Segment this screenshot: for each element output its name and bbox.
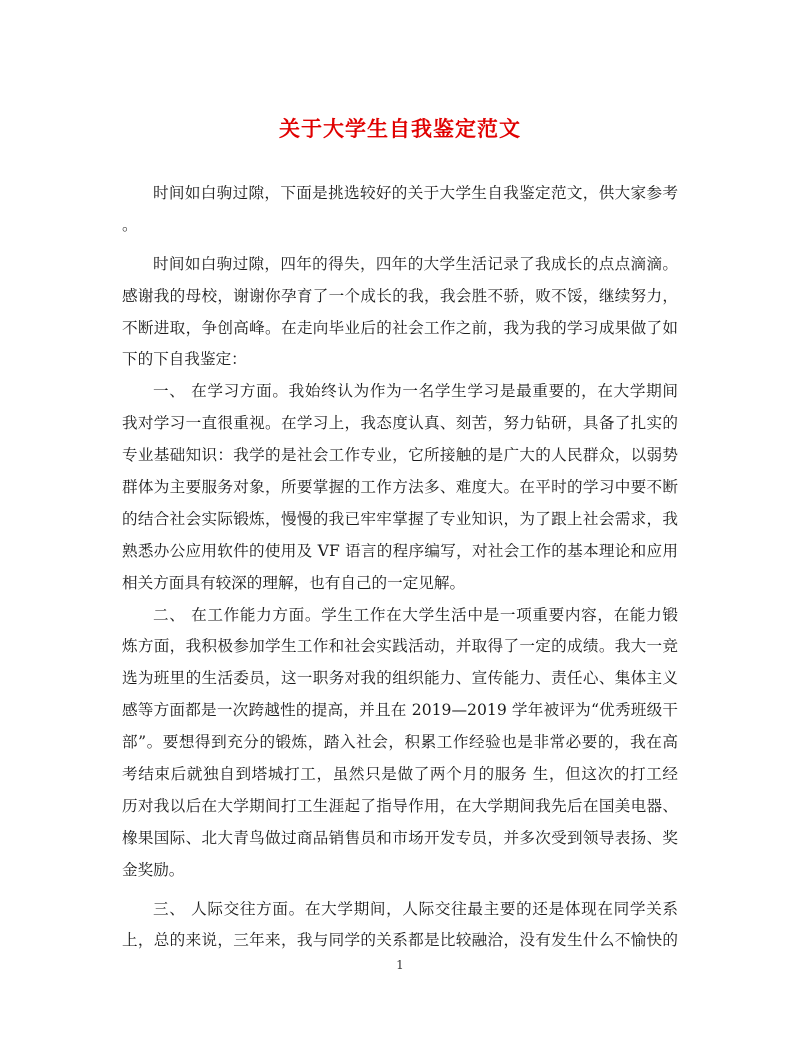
text-line: 三、 人际交往方面。在大学期间，人际交往最主要的还是体现在同学关系: [153, 899, 678, 918]
text-line: 部”。要想得到充分的锻炼，踏入社会，积累工作经验也是非常必要的，我在高: [122, 733, 678, 752]
text-line: 时间如白驹过隙，下面是挑选较好的关于大学生自我鉴定范文，供大家参考: [153, 184, 678, 202]
document-body: [122, 178, 678, 957]
page-number: 1: [396, 958, 404, 972]
text-line: 选为班里的生活委员，这一职务对我的组织能力、宣传能力、责任心、集体主义: [122, 669, 678, 688]
text-line: 下的下自我鉴定：: [122, 350, 247, 369]
text-line: 考结束后就独自到塔城打工，虽然只是做了两个月的服务 生，但这次的打工经: [122, 765, 678, 784]
text-line: 历对我以后在大学期间打工生涯起了指导作用，在大学期间我先后在国美电器、: [122, 796, 678, 815]
text-line: 熟悉办公应用软件的使用及 VF 语言的程序编写，对社会工作的基本理论和应用: [122, 541, 678, 560]
text-line: 不断进取，争创高峰。在走向毕业后的社会工作之前，我为我的学习成果做了如: [122, 318, 678, 337]
text-line: 时间如白驹过隙，四年的得失，四年的大学生活记录了我成长的点点滴滴。: [153, 254, 678, 273]
text-line: 。: [122, 215, 138, 234]
text-line: 专业基础知识：我学的是社会工作专业，它所接触的是广大的人民群众，以弱势: [122, 446, 678, 465]
text-line: 感等方面都是一次跨越性的提高，并且在 2019—2019 学年被评为“优秀班级干: [122, 701, 678, 720]
text-line: 上，总的来说，三年来，我与同学的关系都是比较融洽，没有发生什么不愉快的: [122, 931, 678, 950]
document-title: 关于大学生自我鉴定范文: [279, 116, 521, 141]
text-line: 一、 在学习方面。我始终认为作为一名学生学习是最重要的，在大学期间: [153, 382, 678, 401]
text-line: 相关方面具有较深的理解，也有自己的一定见解。: [122, 573, 466, 592]
text-line: 我对学习一直很重视。在学习上，我态度认真、刻苦，努力钻研，具备了扎实的: [122, 414, 678, 433]
text-line: 橡果国际、北大青鸟做过商品销售员和市场开发专员，并多次受到领导表扬、奖: [122, 828, 678, 847]
text-line: 炼方面，我积极参加学生工作和社会实践活动，并取得了一定的成绩。我大一竞: [122, 637, 678, 656]
text-line: 金奖励。: [122, 860, 185, 879]
text-line: 群体为主要服务对象，所要掌握的工作方法多、难度大。在平时的学习中要不断: [122, 478, 678, 497]
text-line: 的结合社会实际锻炼，慢慢的我已牢牢掌握了专业知识，为了跟上社会需求，我: [122, 509, 678, 528]
text-line: 感谢我的母校，谢谢你孕育了一个成长的我，我会胜不骄，败不馁，继续努力，: [122, 286, 678, 305]
text-line: 二、 在工作能力方面。学生工作在大学生活中是一项重要内容，在能力锻: [153, 605, 678, 624]
